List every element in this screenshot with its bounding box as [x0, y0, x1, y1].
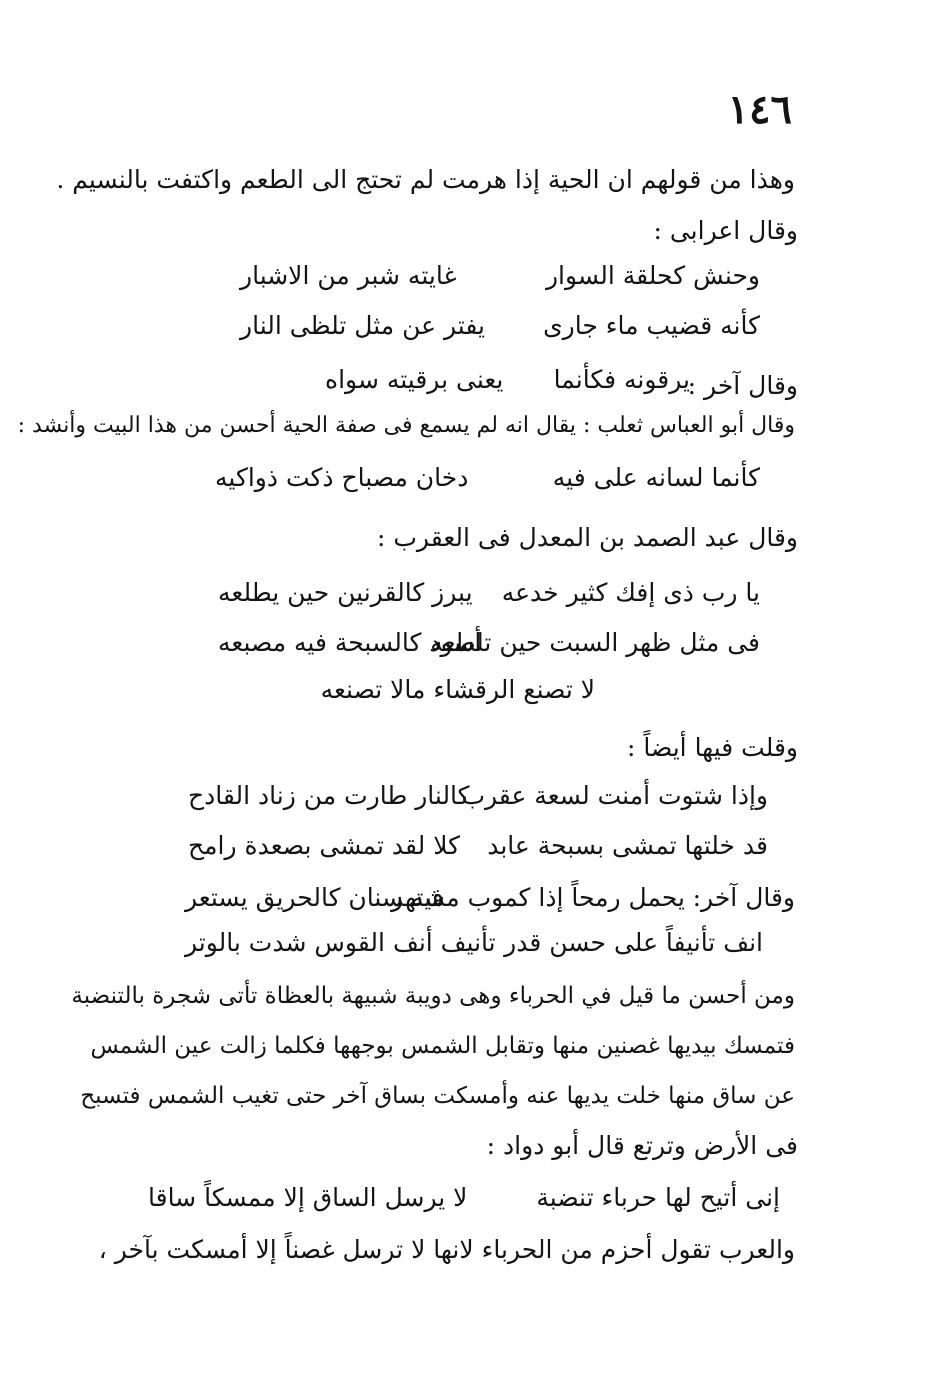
hemistich: لا تصنع الرقشاء مالا تصنعه	[320, 675, 595, 704]
verse-line	[148, 1180, 780, 1216]
text-line: وقال أبو العباس ثعلب : يقال انه لم يسمع فى صفة الحية أحسن من هذا البيت وأنشد :	[17, 413, 795, 438]
text-line: وقال اعرابى :	[653, 216, 798, 245]
hemistich: كالنار طارت من زناد القادح	[188, 781, 470, 810]
text-line: وقال عبد الصمد بن المعدل فى العقرب :	[377, 523, 798, 552]
page-number: ١٤٦	[727, 86, 792, 133]
verse-line	[188, 778, 768, 814]
text-line: وقلت فيها أيضاً :	[627, 733, 798, 762]
hemistich: كلا لقد تمشى بصعدة رامح	[188, 831, 461, 860]
verse-line	[240, 258, 760, 294]
text-line: فتمسك بيديها غصنين منها وتقابل الشمس بوجهها فكلما زالت عين الشمس	[90, 1033, 795, 1059]
hemistich: إنى أتيح لها حرباء تنضبة	[536, 1183, 780, 1212]
hemistich: غايته شبر من الاشبار	[240, 261, 457, 290]
hemistich: كأنما لسانه على فيه	[552, 463, 760, 492]
verse-line	[325, 362, 690, 398]
verse-line	[218, 625, 760, 661]
text-line: والعرب تقول أحزم من الحرباء لانها لا ترسل غصناً إلا أمسكت بآخر ،	[98, 1235, 795, 1264]
verse-line	[240, 308, 760, 344]
hemistich: أسود كالسبحة فيه مصبعه	[218, 628, 482, 657]
text-line: عن ساق منها خلت يديها عنه وأمسكت بساق آخر حتى تغيب الشمس فتسبح	[80, 1083, 795, 1109]
hemistich: انف تأنيفاً على حسن قدر	[504, 928, 763, 957]
hemistich: فى مثل ظهر السبت حين تلطعه	[430, 628, 760, 657]
hemistich: يفتر عن مثل تلظى النار	[240, 311, 485, 340]
text-line: وقال آخر:	[692, 883, 795, 912]
hemistich: يعنى برقيته سواه	[325, 365, 504, 394]
text-line: وهذا من قولهم ان الحية إذا هرمت لم تحتج الى الطعم واكتفت بالنسيم .	[56, 165, 795, 194]
verse-line	[320, 672, 595, 708]
verse-line	[218, 575, 760, 611]
hemistich: وحنش كحلقة السوار	[545, 261, 760, 290]
hemistich: كأنه قضيب ماء جارى	[543, 311, 760, 340]
verse-line	[185, 925, 763, 961]
hemistich: لا يرسل الساق إلا ممسكاً ساقا	[148, 1183, 468, 1212]
hemistich: وإذا شتوت أمنت لسعة عقرب	[461, 781, 768, 810]
text-line: فى الأرض وترتع قال أبو دواد :	[486, 1131, 798, 1160]
verse-line	[185, 880, 685, 916]
hemistich: قد خلتها تمشى بسبحة عابد	[487, 831, 768, 860]
text-line: ومن أحسن ما قيل في الحرباء وهى دويبة شبيهة بالعظاة تأتى شجرة بالتنضبة	[71, 983, 795, 1009]
hemistich: دخان مصباح ذكت ذواكيه	[215, 463, 469, 492]
hemistich: فيه سنان كالحريق يستعر	[185, 883, 444, 912]
hemistich: يحمل رمحاً إذا كموب مشتهر	[391, 883, 685, 912]
verse-line	[188, 828, 768, 864]
hemistich: تأنيف أنف القوس شدت بالوتر	[185, 928, 496, 957]
text-line: وقال آخر :	[687, 371, 798, 400]
hemistich: يا رب ذى إفك كثير خدعه	[501, 578, 760, 607]
verse-line	[215, 460, 760, 496]
hemistich: يبرز كالقرنين حين يطلعه	[218, 578, 473, 607]
hemistich: يرقونه فكأنما	[553, 365, 690, 394]
